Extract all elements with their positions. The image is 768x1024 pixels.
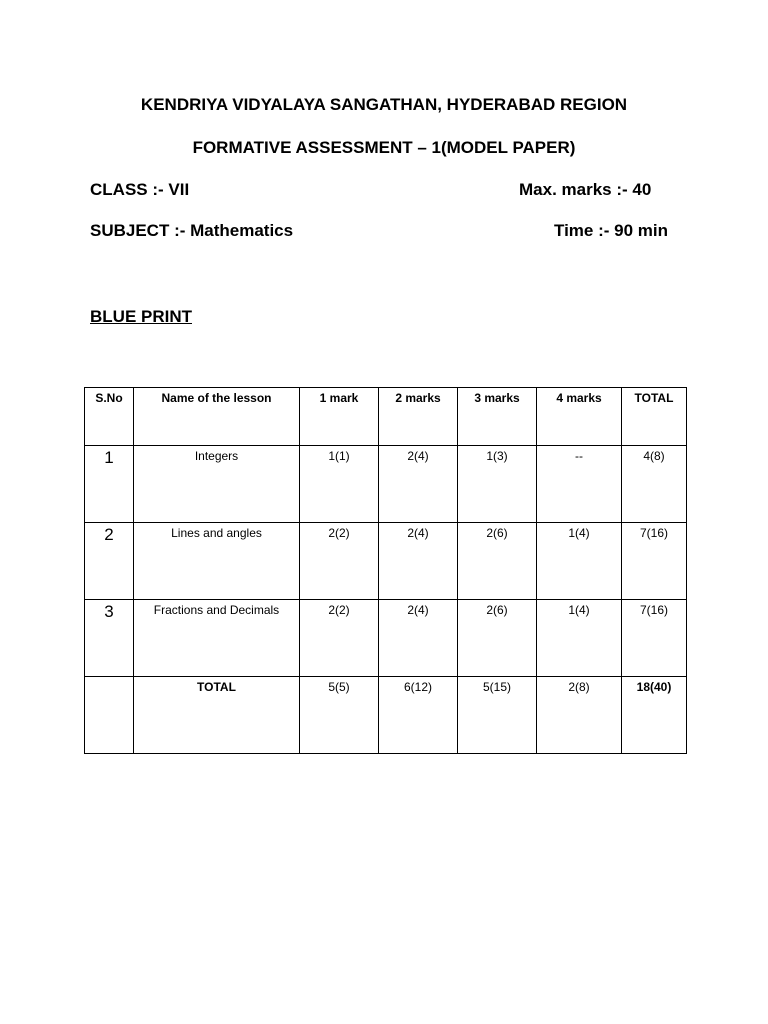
cell-sno — [85, 677, 134, 754]
cell-1-mark: 1(1) — [300, 446, 379, 523]
column-header-3-marks: 3 marks — [458, 388, 537, 446]
blue-print-heading: BLUE PRINT — [90, 307, 192, 326]
cell-4-marks: 1(4) — [537, 523, 622, 600]
cell-3-marks: 2(6) — [458, 523, 537, 600]
cell-2-marks-total: 6(12) — [379, 677, 458, 754]
subject-label: SUBJECT :- Mathematics — [90, 221, 294, 240]
exam-title: FORMATIVE ASSESSMENT – 1(MODEL PAPER) — [192, 138, 576, 157]
column-header-lesson: Name of the lesson — [134, 388, 300, 446]
cell-4-marks-total: 2(8) — [537, 677, 622, 754]
cell-sno: 1 — [85, 446, 134, 523]
table-row — [85, 600, 687, 677]
total-label: TOTAL — [134, 677, 300, 754]
max-marks-label: Max. marks :- 40 — [519, 180, 652, 199]
cell-2-marks: 2(4) — [379, 523, 458, 600]
cell-total: 7(16) — [622, 523, 687, 600]
column-header-2-marks: 2 marks — [379, 388, 458, 446]
cell-sno: 2 — [85, 523, 134, 600]
total-row — [85, 677, 687, 754]
cell-lesson: Integers — [134, 446, 300, 523]
time-label: Time :- 90 min — [554, 221, 668, 240]
cell-total: 7(16) — [622, 600, 687, 677]
cell-1-mark: 2(2) — [300, 523, 379, 600]
cell-4-marks: -- — [537, 446, 622, 523]
table-row — [85, 523, 687, 600]
grand-total: 18(40) — [622, 677, 687, 754]
organization-heading: KENDRIYA VIDYALAYA SANGATHAN, HYDERABAD REGION — [140, 95, 628, 114]
table-header-row — [85, 388, 687, 446]
column-header-sno: S.No — [85, 388, 134, 446]
cell-lesson: Fractions and Decimals — [134, 600, 300, 677]
cell-lesson: Lines and angles — [134, 523, 300, 600]
cell-1-mark-total: 5(5) — [300, 677, 379, 754]
blue-print-table — [84, 387, 687, 754]
cell-4-marks: 1(4) — [537, 600, 622, 677]
class-label: CLASS :- VII — [90, 180, 190, 199]
column-header-total: TOTAL — [622, 388, 687, 446]
column-header-1-mark: 1 mark — [300, 388, 379, 446]
cell-2-marks: 2(4) — [379, 446, 458, 523]
cell-3-marks-total: 5(15) — [458, 677, 537, 754]
cell-sno: 3 — [85, 600, 134, 677]
cell-3-marks: 2(6) — [458, 600, 537, 677]
cell-1-mark: 2(2) — [300, 600, 379, 677]
cell-2-marks: 2(4) — [379, 600, 458, 677]
table-row — [85, 446, 687, 523]
column-header-4-marks: 4 marks — [537, 388, 622, 446]
cell-total: 4(8) — [622, 446, 687, 523]
cell-3-marks: 1(3) — [458, 446, 537, 523]
